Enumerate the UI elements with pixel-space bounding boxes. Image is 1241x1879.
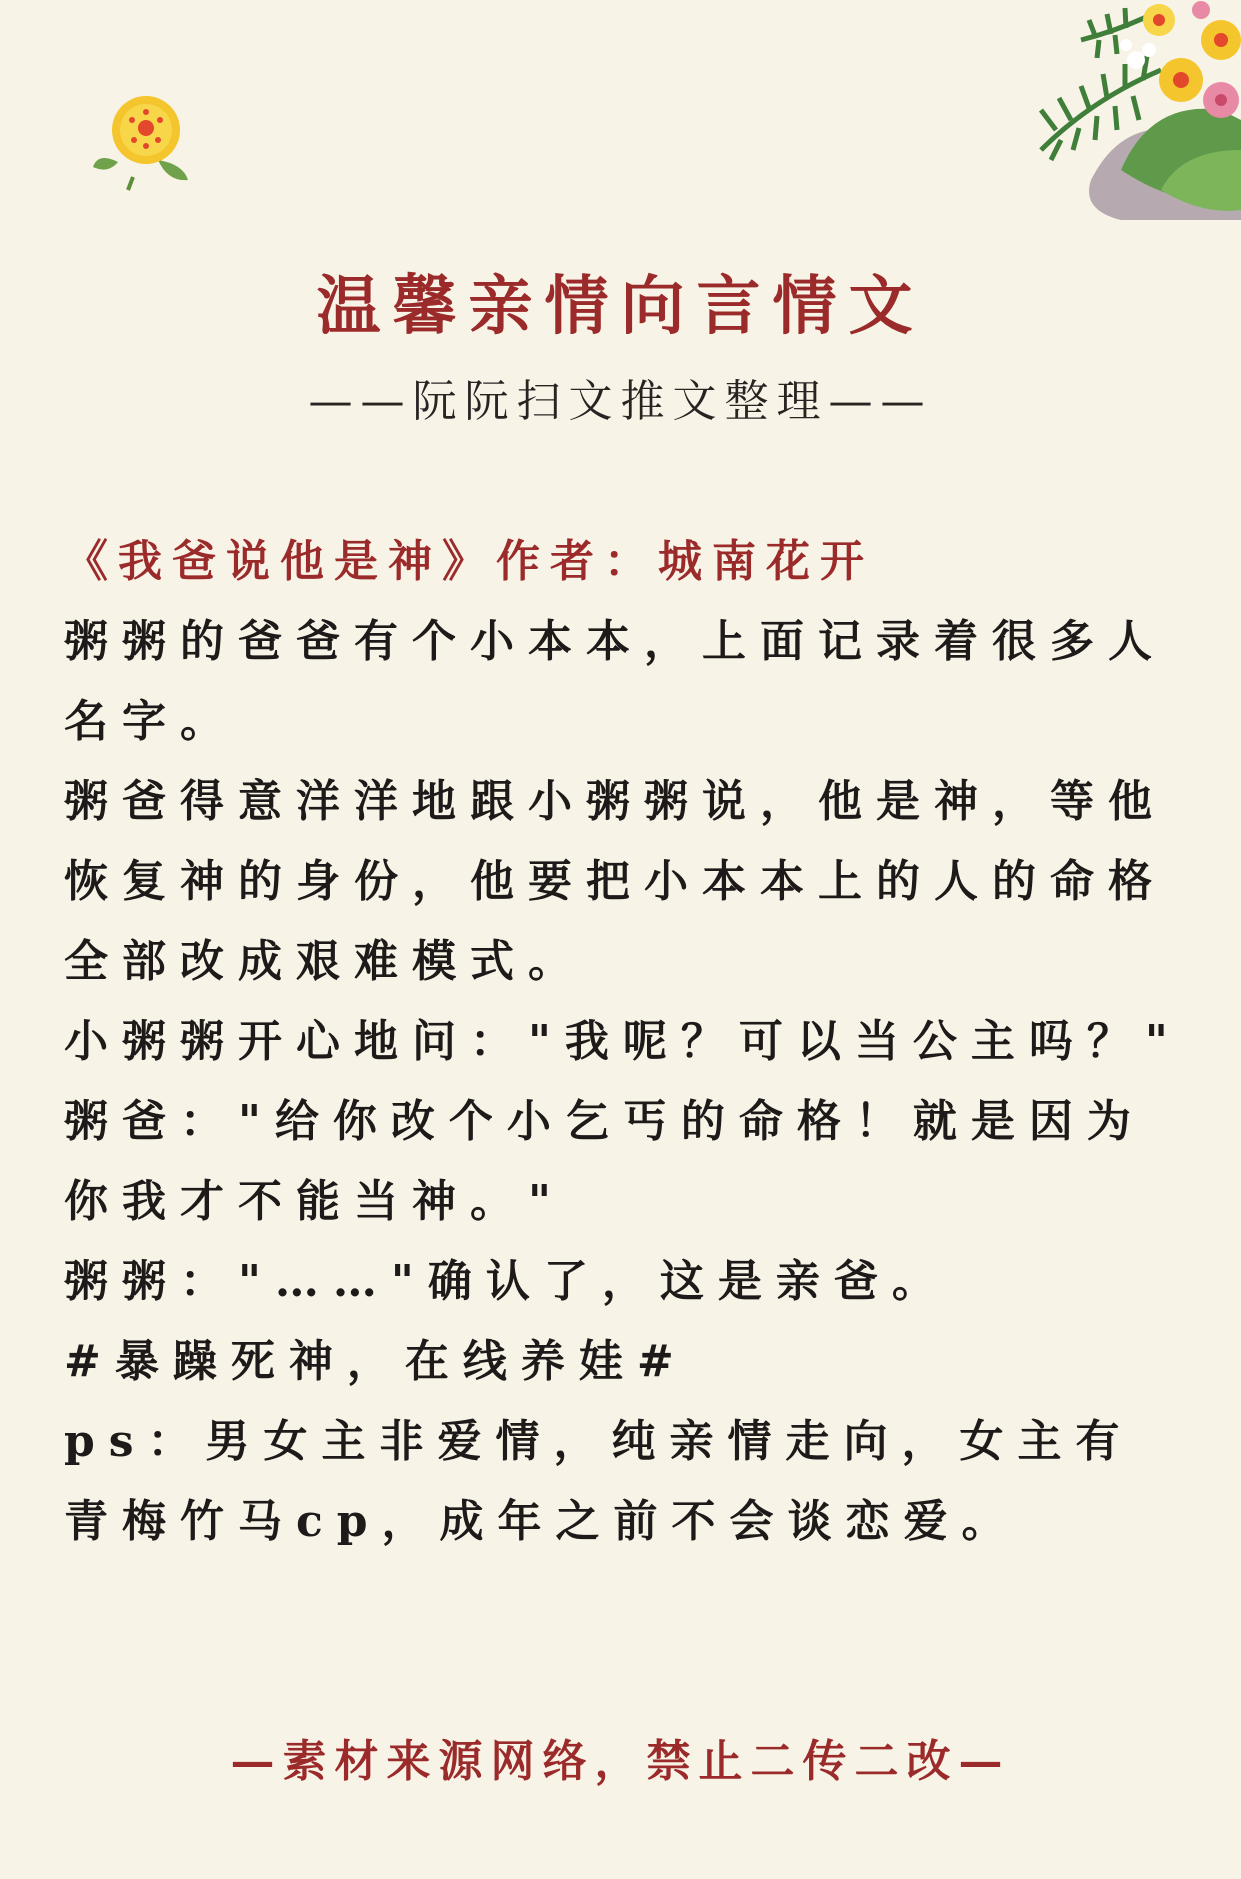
yellow-flower-icon xyxy=(88,82,208,192)
paragraph: 小粥粥开心地问："我呢？可以当公主吗？" xyxy=(64,1016,1182,1067)
paragraph: 粥粥的爸爸有个小本本，上面记录着很多人名字。 xyxy=(64,616,1166,747)
footer-note: —素材来源网络，禁止二传二改— xyxy=(230,1736,1011,1787)
page-title: 温馨亲情向言情文 xyxy=(316,269,925,344)
paragraph: 粥粥："……"确认了，这是亲爸。 xyxy=(64,1256,950,1307)
book-title-line: 《我爸说他是神》作者：城南花开 xyxy=(64,536,874,587)
hashtag: #暴躁死神，在线养娃# xyxy=(64,1336,688,1387)
paragraph: 粥爸得意洋洋地跟小粥粥说，他是神，等他恢复神的身份，他要把小本本上的人的命格全部改成艰难模式。 xyxy=(64,776,1166,987)
paragraph: ps：男女主非爱情，纯亲情走向，女主有青梅竹马cp，成年之前不会谈恋爱。 xyxy=(64,1416,1134,1547)
book-intro xyxy=(64,522,1184,1562)
page-subtitle: ——阮阮扫文推文整理—— xyxy=(308,376,933,427)
flower-bouquet-icon xyxy=(921,0,1241,220)
paragraph: 粥爸："给你改个小乞丐的命格！就是因为你我才不能当神。" xyxy=(64,1096,1145,1227)
